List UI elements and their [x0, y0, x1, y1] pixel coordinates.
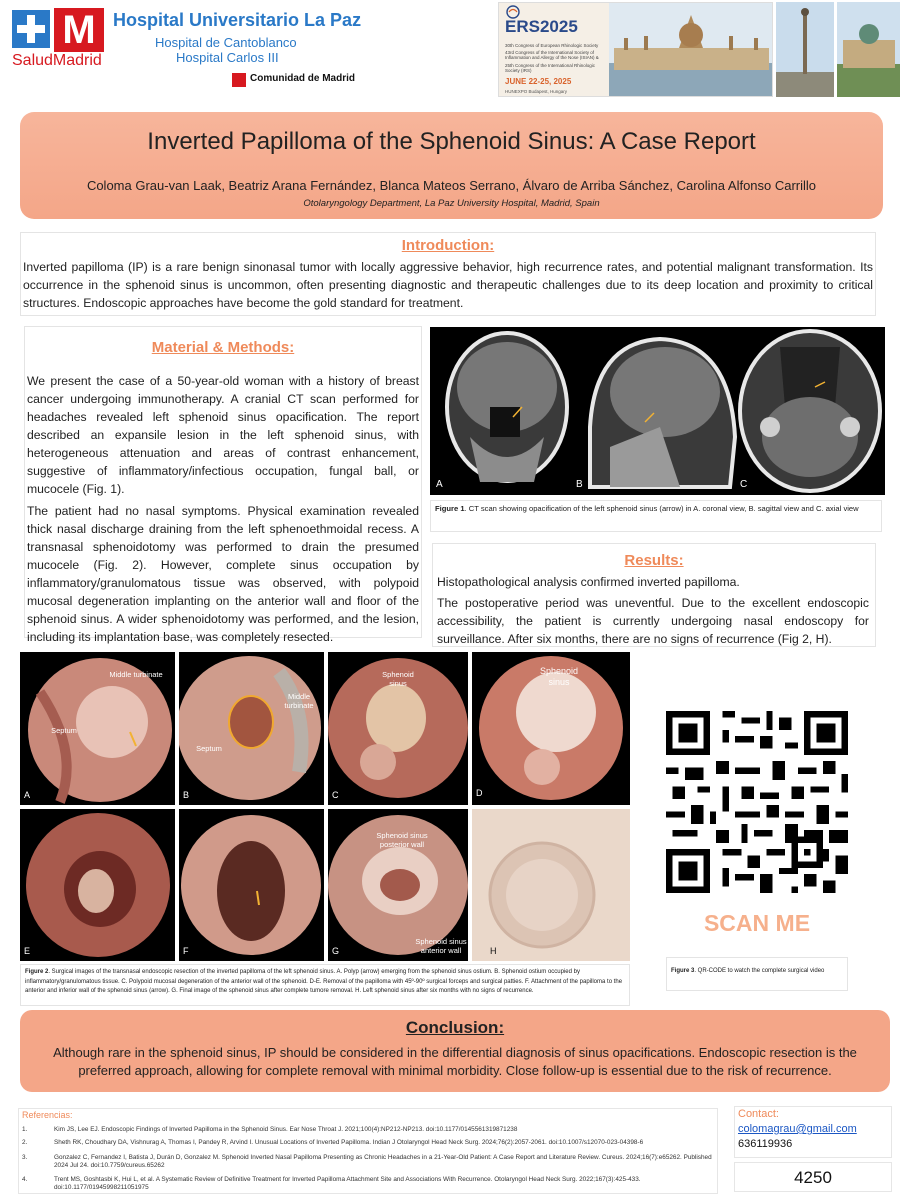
figure-2-label-a: A — [24, 790, 31, 800]
figure-2-image-d — [472, 652, 630, 805]
title-banner — [20, 112, 883, 219]
figure-1-caption — [430, 500, 882, 532]
hospital-sub-2: Hospital Carlos III — [176, 50, 279, 65]
poster-title: Inverted Papilloma of the Sphenoid Sinus: A Case Report — [147, 128, 756, 155]
scan-me-text: SCAN ME — [703, 910, 811, 936]
figure-2-caption-label: Figure 2 — [25, 969, 49, 975]
introduction-heading: Introduction: — [401, 237, 495, 254]
authors: Coloma Grau-van Laak, Beatriz Arana Fernández, Blanca Mateos Serrano, Álvaro de Arriba Sánchez, Carolina Alfonso Carrillo — [86, 178, 817, 193]
figure-2-b-middle-turbinate: Middle turbinate — [284, 692, 314, 710]
comunidad-madrid-text: Comunidad de Madrid — [250, 73, 355, 84]
figure-1-label-a: A — [436, 479, 443, 490]
qr-code-icon — [666, 711, 848, 893]
figure-2-c-sphenoid-sinus: Sphenoid sinus — [382, 670, 414, 688]
introduction-text: Inverted papilloma (IP) is a rare benign sinonasal tumor with locally aggressive behavior, high recurrence rates, and potential malignant transformation. Its occurrence in the sphenoid sinus is uncommon, often presenting diagnostic and therapeutic challenges due to its deep location and proximity to critical structures. Endoscopic approaches have become the gold standard for treatment. — [23, 260, 873, 310]
figure-2-image-g — [328, 809, 468, 961]
salud-m-logo: M — [54, 8, 104, 52]
results-heading: Results: — [624, 552, 684, 569]
figure-2-label-b: B — [183, 790, 190, 800]
figure-2-g-anterior-wall: Sphenoid sinus anterior wall — [415, 937, 467, 955]
conclusion-text: Although rare in the sphenoid sinus, IP should be considered in the differential diagnosis of sinus opacifications. Endoscopic resection is the preferred approach, allowing for complete removal with minimal morbidity. Close follow-up is essential due to the risk of recurrence. — [53, 1045, 857, 1078]
salud-cross-icon — [12, 10, 50, 48]
ers-line-2: 43rd Congress of the International Society of Inflammation and Allergy of the Nose (ISIAN) & — [505, 50, 599, 60]
reference-item: 3. Gonzalez C, Fernandez I, Batista J, Durán D, Gonzalez M. Sphenoid Inverted Nasal Papilloma Presenting as Chronic Headaches in a 21-Year-Old Patient: A Case Report and Literature Review. Cureus. 2024;16(7):e65262. Published 2024 Jul 24. doi:10.7759/cureus.65262 — [22, 1154, 712, 1169]
methods-heading: Material & Methods: — [151, 339, 295, 356]
figure-2-image-a — [20, 652, 175, 805]
figure-1-caption-text: . CT scan showing opacification of the left sphenoid sinus (arrow) in A. coronal view, B. sagittal view and C. axial view — [464, 504, 859, 513]
figure-1-label-c: C — [740, 479, 748, 490]
figure-2-label-g: G — [332, 946, 340, 956]
figure-2-image-h — [472, 809, 630, 961]
figure-2-caption — [20, 964, 630, 1006]
figure-2-label-h: H — [490, 946, 497, 956]
contact-phone: 636119936 — [738, 1138, 793, 1150]
figure-2-label-f: F — [183, 946, 189, 956]
ers-line-3: 25th Congress of the International Rhinologic Society (IRS) — [505, 63, 596, 73]
conclusion-heading: Conclusion: — [405, 1018, 505, 1037]
figure-2-a-septum: Septum — [51, 726, 77, 735]
ers-line-1: 30th Congress of European Rhinologic Society — [505, 43, 599, 48]
figure-1-caption-label: Figure 1 — [435, 504, 465, 513]
conclusion-section — [20, 1010, 890, 1092]
methods-section — [24, 326, 422, 644]
results-section — [432, 543, 876, 647]
figure-2-label-d: D — [476, 788, 483, 798]
ers-congress-banner — [498, 2, 773, 97]
figure-2-caption-text: . Surgical images of the transnasal endoscopic resection of the inverted papilloma of the left sphenoid sinus. A. Polyp (arrow) emerging from the sphenoid sinus ostium. B. Sphenoid ostium occupied by inflammatory/granulomatous tissue. C. Polypoid mucosal degeneration of the anterior wall of the sphenoid. D-E. Removal of the papilloma with 45º-90º surgical forceps and surgical patties. F. Attachment of the papilloma to the anterior and inferior wall of the sphenoid sinus (arrow). G. Final image of the sphenoid sinus after complete tumore removal. H. Left sphenoid sinus after six months with no signs of recurrence. — [25, 969, 623, 994]
ct-scan-graphic — [430, 327, 885, 495]
figure-2-image-e — [20, 809, 175, 961]
introduction-section — [20, 232, 876, 316]
contact-email-link[interactable]: colomagrau@gmail.com — [738, 1123, 857, 1135]
budapest-parliament-image — [609, 3, 773, 97]
figure-2-label-c: C — [332, 790, 339, 800]
results-paragraph-2: The postoperative period was uneventful. Due to the excellent endoscopic accessibility, the patient is currently undergoing nasal endoscopy for surveillance. After six months, there are no signs of recurrence (Fig 2, H). — [437, 596, 869, 646]
salud-logo-text: SaludMadrid — [12, 52, 102, 69]
figure-1-label-b: B — [576, 479, 583, 490]
poster-number: 4250 — [734, 1162, 892, 1192]
figure-1-ct-images — [430, 327, 885, 495]
affiliation: Otolaryngology Department, La Paz University Hospital, Madrid, Spain — [303, 198, 600, 209]
figure-2-g-posterior-wall: Sphenoid sinus posterior wall — [376, 831, 428, 849]
references-section — [18, 1108, 718, 1194]
references-heading: Referencias: — [22, 1110, 73, 1120]
results-paragraph-1: Histopathological analysis confirmed inverted papilloma. — [437, 575, 740, 589]
figure-2-image-c — [328, 652, 468, 805]
buda-castle-photo — [837, 2, 900, 97]
contact-section — [734, 1106, 892, 1158]
hospital-main-name: Hospital Universitario La Paz — [113, 10, 362, 30]
figure-2-d-sphenoid-sinus: Sphenoid sinus — [539, 666, 579, 687]
figure-2-image-b — [179, 652, 324, 805]
ers-venue: HUNEXPO Budapest, Hungary — [505, 89, 568, 94]
reference-item: 2. Sheth RK, Choudhary DA, Vishnurag A, Thomas I, Pandey R, Arvind I. Unusual Locations of Inverted Papilloma. Indian J Otolaryngol Head Neck Surg. 2024;76(2):2057-2061. doi:10.1007/s12070-023-04398-6 — [22, 1139, 644, 1146]
figure-3-caption-label: Figure 3 — [671, 968, 695, 974]
methods-paragraph-1: We present the case of a 50-year-old woman with a history of breast cancer undergoing immunotherapy. A cranial CT scan performed for headaches revealed left sphenoid sinus opacification. The report described an expansile lesion in the left sphenoid sinus, with heterogeneous attenuation and areas of contrast enhancement, suggestive of inflammatory/infectious occupation, fungal ball, or mucocele (Fig. 1). — [27, 374, 419, 496]
reference-item: 4. Trent MS, Goshtasbi K, Hui L, et al. A Systematic Review of Definitive Treatment for Inverted Papilloma Attachment Site and Associations With Recurrence. Otolaryngol Head Neck Surg. 2022;167(3):425-433. doi:10.1177/01945998211051975 — [22, 1176, 641, 1191]
ers-dates: JUNE 22-25, 2025 — [505, 77, 572, 86]
figure-2-label-e: E — [24, 946, 31, 956]
figure-3-caption — [666, 957, 848, 991]
contact-heading: Contact: — [738, 1108, 779, 1120]
comunidad-flag-icon — [232, 73, 246, 87]
figure-2-image-f — [179, 809, 324, 961]
qr-code[interactable] — [666, 711, 848, 893]
figure-2-b-septum: Septum — [196, 744, 222, 753]
figure-3-caption-text: . QR-CODE to watch the complete surgical video — [694, 968, 825, 974]
ers-title: ERS2025 — [505, 17, 578, 36]
hospital-sub-1: Hospital de Cantoblanco — [155, 35, 297, 50]
figure-2-a-middle-turbinate: Middle turbinate — [109, 670, 163, 679]
methods-paragraph-2: The patient had no nasal symptoms. Physical examination revealed thick nasal discharge draining from the left sphenoethmoidal recess. A transnasal sphenoidotomy was performed to drain the presumed mucocele (Fig. 2). However, complete sinus occupation by inflammatory/granulomatous tissue was observed, with polypoid mucosal degeneration implanting on the anterior wall and floor of the sphenoid sinus. A wider sphenoidotomy was performed, and the lesion, including its implantation base, was completely resected. — [27, 504, 419, 644]
reference-item: 1. Kim JS, Lee EJ. Endoscopic Findings of Inverted Papilloma in the Sphenoid Sinus. Ear Nose Throat J. 2021;100(4):NP212-NP213. doi:10.1177/0145561319871238 — [22, 1126, 518, 1133]
heroes-square-photo — [776, 2, 834, 97]
